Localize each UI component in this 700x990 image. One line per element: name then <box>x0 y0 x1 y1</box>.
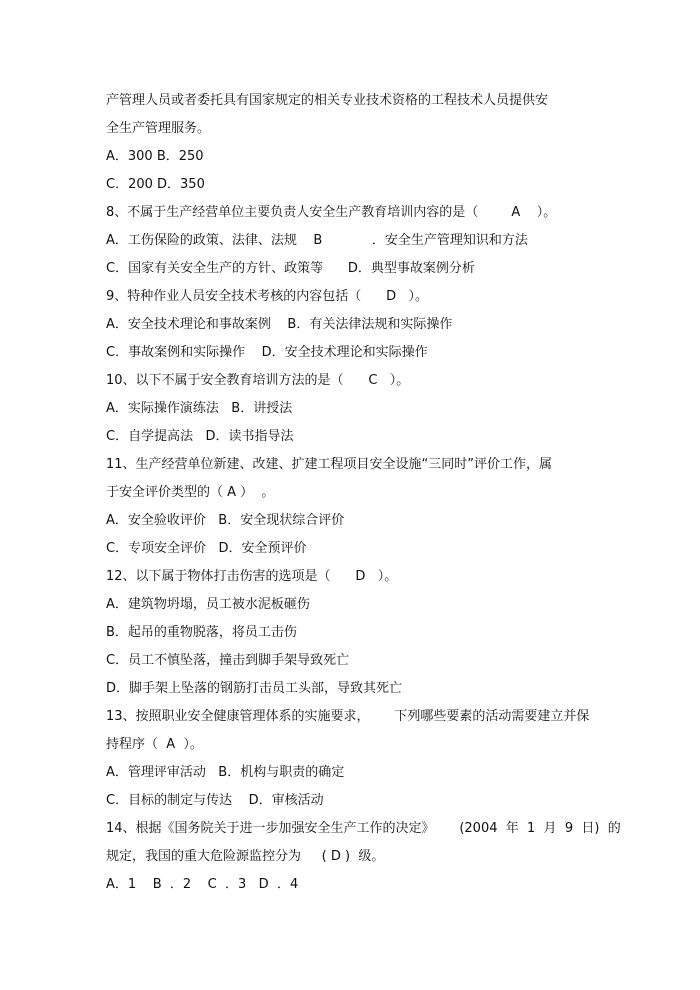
text-line: C．目标的制定与传达 D．审核活动 <box>106 793 324 808</box>
text-line: A．工伤保险的政策、法律、法规 B ．安全生产管理知识和方法 <box>106 233 528 248</box>
question-9: 9、特种作业人员安全技术考核的内容包括（ D ）。 <box>106 289 428 304</box>
text-line: C．员工不慎坠落，撞击到脚手架导致死亡 <box>106 653 350 668</box>
text-line: A．建筑物坍塌，员工被水泥板砸伤 <box>106 597 310 612</box>
text-line: B．起吊的重物脱落，将员工击伤 <box>106 625 297 640</box>
question-14: 14、根据《国务院关于进一步加强安全生产工作的决定》 (2004 年 1 月 9 日) 的 <box>106 821 621 836</box>
text-line: C．事故案例和实际操作 D．安全技术理论和实际操作 <box>106 345 428 360</box>
text-line: 全生产管理服务。 <box>106 121 211 136</box>
text-line: 产管理人员或者委托具有国家规定的相关专业技术资格的工程技术人员提供安 <box>106 93 549 108</box>
question-12: 12、以下属于物体打击伤害的选项是（ D ）。 <box>106 569 398 584</box>
text-line: C．国家有关安全生产的方针、政策等 D．典型事故案例分析 <box>106 261 475 276</box>
text-line: 于安全评价类型的（ A ） 。 <box>106 485 275 500</box>
text-line: A．安全验收评价 B．安全现状综合评价 <box>106 513 345 528</box>
text-line: 规定，我国的重大危险源监控分为 ( D ) 级。 <box>106 849 385 864</box>
text-line: A．300 B．250 <box>106 149 204 164</box>
text-line: C．专项安全评价 D．安全预评价 <box>106 541 307 556</box>
text-line: A．实际操作演练法 B．讲授法 <box>106 401 293 416</box>
text-line: A．管理评审活动 B．机构与职责的确定 <box>106 765 345 780</box>
question-11: 11、生产经营单位新建、改建、扩建工程项目安全设施“三同时”评价工作，属 <box>106 457 553 472</box>
text-line: 持程序（ A ）。 <box>106 737 203 752</box>
question-8: 8、不属于生产经营单位主要负责人安全生产教育培训内容的是（ A ）。 <box>106 205 557 220</box>
text-line: A．安全技术理论和事故案例 B．有关法律法规和实际操作 <box>106 317 453 332</box>
question-13: 13、按照职业安全健康管理体系的实施要求， 下列哪些要素的活动需要建立并保 <box>106 709 590 724</box>
text-line: A．1 B ．2 C ．3 D ．4 <box>106 877 299 892</box>
question-10: 10、以下不属于安全教育培训方法的是（ C ）。 <box>106 373 410 388</box>
text-line: C．自学提高法 D．读书指导法 <box>106 429 294 444</box>
text-line: C．200 D．350 <box>106 177 205 192</box>
text-line: D．脚手架上坠落的钢筋打击员工头部，导致其死亡 <box>106 681 403 696</box>
